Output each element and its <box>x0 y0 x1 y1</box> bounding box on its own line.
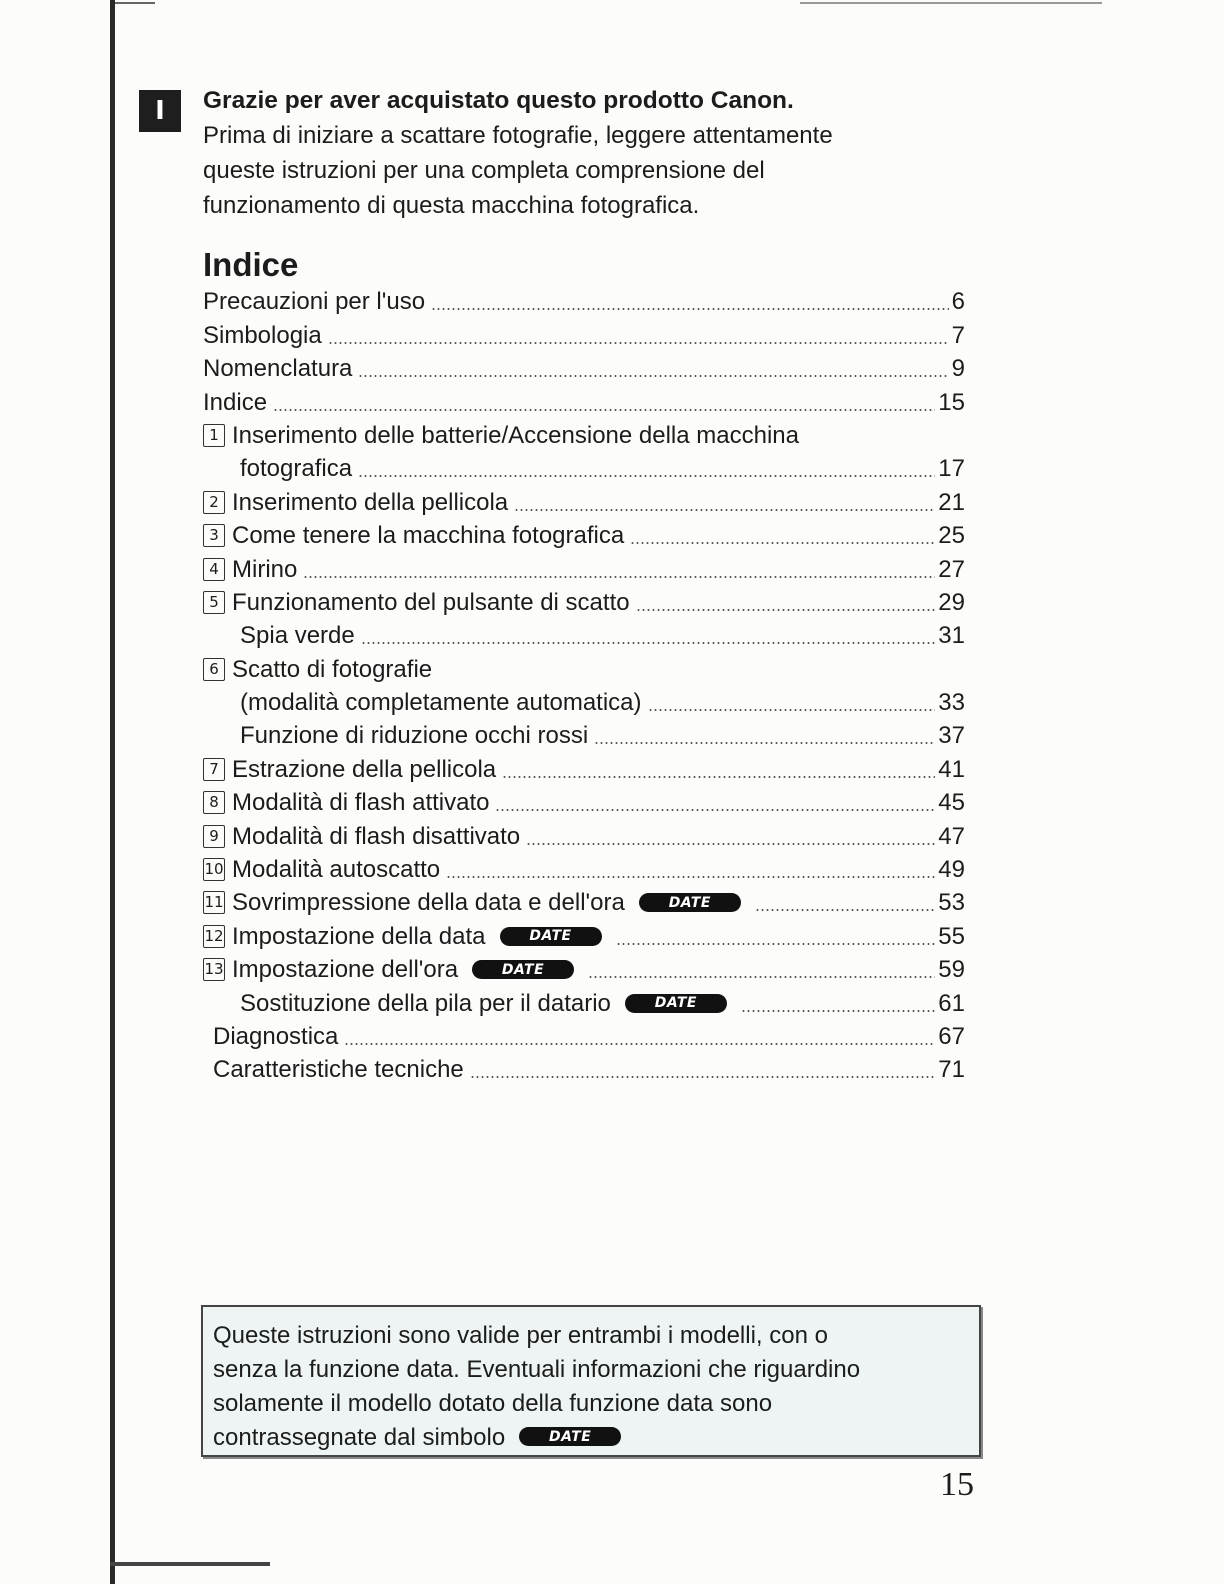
toc-entry-page: 29 <box>938 588 965 616</box>
toc-entry <box>203 317 965 350</box>
toc-entry <box>203 551 965 584</box>
date-symbol-badge: DATE <box>472 960 574 979</box>
note-line: Queste istruzioni sono valide per entrambi i modelli, con o <box>213 1322 828 1349</box>
toc-entry-page: 49 <box>938 856 965 884</box>
toc-entry <box>203 384 965 417</box>
toc-leader-dots <box>741 1010 935 1012</box>
chapter-number-icon: 2 <box>203 491 225 514</box>
toc-entry-page: 47 <box>938 822 965 850</box>
intro-body <box>203 118 993 223</box>
toc-leader-dots <box>648 709 936 711</box>
chapter-number-icon: 3 <box>203 524 225 547</box>
toc-entry <box>203 451 965 484</box>
toc-entry <box>203 484 965 517</box>
chapter-number-icon: 11 <box>203 891 225 914</box>
toc-leader-dots <box>358 475 935 477</box>
toc-leader-dots <box>344 1043 935 1045</box>
toc-entry-page: 61 <box>938 989 965 1017</box>
toc-entry-title: Modalità di flash disattivato <box>232 822 521 850</box>
toc-entry <box>203 818 965 851</box>
toc-entry-title: Caratteristiche tecniche <box>213 1056 464 1084</box>
note-line: senza la funzione data. Eventuali informazioni che riguardino <box>213 1356 861 1383</box>
toc-leader-dots <box>470 1076 936 1078</box>
chapter-number-icon: 6 <box>203 658 225 681</box>
toc-entry-title: Estrazione della pellicola <box>232 755 497 783</box>
intro-line: queste istruzioni per una completa comprensione del <box>203 157 765 184</box>
toc-leader-dots <box>514 509 935 511</box>
toc-leader-dots <box>594 742 935 744</box>
toc-entry-title: Modalità di flash attivato <box>232 789 490 817</box>
toc-entry-title: Indice <box>203 388 268 416</box>
toc-entry-page: 15 <box>938 388 965 416</box>
scan-edge-bottom <box>110 1562 270 1566</box>
toc-leader-dots <box>446 876 935 878</box>
toc-entry-title: Simbologia <box>203 321 322 349</box>
date-symbol-badge: DATE <box>625 994 727 1013</box>
scan-edge-top-right <box>800 2 1102 4</box>
toc-leader-dots <box>526 843 935 845</box>
toc-entry <box>203 852 965 885</box>
toc-entry-title: Funzione di riduzione occhi rossi <box>240 722 589 750</box>
toc-entry-title: Sostituzione della pila per il datario <box>240 989 611 1017</box>
page-number: 15 <box>940 1466 974 1503</box>
toc-entry-page: 21 <box>938 488 965 516</box>
scan-edge-left <box>110 0 115 1584</box>
toc-entry-title: Precauzioni per l'uso <box>203 288 426 316</box>
chapter-number-icon: 13 <box>203 958 225 981</box>
toc-entry <box>203 351 965 384</box>
toc-entry-page: 41 <box>938 755 965 783</box>
toc-entry-title: Scatto di fotografie <box>232 655 433 683</box>
toc-entry-page: 6 <box>951 288 965 316</box>
toc-leader-dots <box>361 642 936 644</box>
date-symbol-badge: DATE <box>519 1427 621 1446</box>
toc-entry-title: Impostazione dell'ora <box>232 956 459 984</box>
toc-entry-title: Inserimento della pellicola <box>232 488 509 516</box>
toc-leader-dots <box>431 308 949 310</box>
toc-entry-page: 45 <box>938 789 965 817</box>
toc-leader-dots <box>755 909 935 911</box>
toc-entry-page: 53 <box>938 889 965 917</box>
toc-leader-dots <box>616 943 936 945</box>
language-badge: I <box>139 90 181 132</box>
toc-entry-title: Mirino <box>232 555 298 583</box>
intro-line: Prima di iniziare a scattare fotografie, leggere attentamente <box>203 122 833 149</box>
note-line-last <box>213 1421 969 1455</box>
intro-section <box>203 84 993 223</box>
toc-entry-page: 7 <box>951 321 965 349</box>
toc-entry-title: Spia verde <box>240 622 355 650</box>
toc-leader-dots <box>358 375 948 377</box>
toc-entry <box>203 785 965 818</box>
chapter-number-icon: 9 <box>203 825 225 848</box>
toc-entry-page: 55 <box>938 922 965 950</box>
chapter-number-icon: 12 <box>203 925 225 948</box>
intro-line: funzionamento di questa macchina fotografica. <box>203 192 700 219</box>
toc-entry <box>203 585 965 618</box>
toc-entry <box>203 418 965 451</box>
toc-leader-dots <box>502 776 935 778</box>
date-symbol-badge: DATE <box>639 893 741 912</box>
toc-leader-dots <box>636 609 936 611</box>
toc-entry-page: 25 <box>938 522 965 550</box>
toc-entry <box>203 1019 965 1052</box>
toc-entry-title: Funzionamento del pulsante di scatto <box>232 588 630 616</box>
toc-entry <box>203 618 965 651</box>
toc-entry-page: 67 <box>938 1022 965 1050</box>
toc-entry <box>203 651 965 684</box>
toc-entry-title: Come tenere la macchina fotografica <box>232 522 625 550</box>
toc-entry-page: 37 <box>938 722 965 750</box>
toc-entry <box>203 885 965 918</box>
toc-leader-dots <box>328 342 949 344</box>
toc-entry-page: 31 <box>938 622 965 650</box>
toc-entry-page: 33 <box>938 689 965 717</box>
chapter-number-icon: 4 <box>203 558 225 581</box>
toc-entry-title: Sovrimpressione della data e dell'ora <box>232 889 625 917</box>
toc-leader-dots <box>273 409 935 411</box>
chapter-number-icon: 5 <box>203 591 225 614</box>
chapter-number-icon: 1 <box>203 424 225 447</box>
toc-entry-title: Diagnostica <box>213 1022 339 1050</box>
toc-entry-title: Nomenclatura <box>203 355 353 383</box>
note-line: solamente il modello dotato della funzione data sono <box>213 1390 773 1417</box>
toc-entry <box>203 952 965 985</box>
toc-entry-title: fotografica <box>240 455 353 483</box>
table-of-contents <box>203 284 965 1085</box>
note-line: contrassegnate dal simbolo <box>213 1424 506 1451</box>
intro-title: Grazie per aver acquistato questo prodotto Canon. <box>203 87 794 114</box>
date-symbol-badge: DATE <box>500 927 602 946</box>
toc-leader-dots <box>303 576 935 578</box>
toc-entry-page: 59 <box>938 956 965 984</box>
chapter-number-icon: 7 <box>203 758 225 781</box>
toc-entry-title: (modalità completamente automatica) <box>240 689 642 717</box>
toc-entry <box>203 1052 965 1085</box>
toc-entry <box>203 685 965 718</box>
toc-entry-page: 27 <box>938 555 965 583</box>
chapter-number-icon: 8 <box>203 791 225 814</box>
toc-entry <box>203 985 965 1018</box>
toc-entry <box>203 518 965 551</box>
toc-entry-page: 71 <box>938 1056 965 1084</box>
toc-entry-title: Modalità autoscatto <box>232 856 441 884</box>
toc-entry <box>203 918 965 951</box>
toc-entry-page: 9 <box>951 355 965 383</box>
info-note-box <box>201 1305 981 1457</box>
toc-entry-title: Inserimento delle batterie/Accensione della macchina <box>232 421 799 449</box>
toc-heading: Indice <box>203 246 299 283</box>
toc-entry-page: 17 <box>938 455 965 483</box>
toc-entry <box>203 718 965 751</box>
toc-leader-dots <box>495 809 935 811</box>
scan-edge-top <box>115 2 155 4</box>
toc-leader-dots <box>630 542 935 544</box>
toc-entry-title: Impostazione della data <box>232 922 486 950</box>
chapter-number-icon: 10 <box>203 858 225 881</box>
toc-leader-dots <box>588 976 935 978</box>
toc-entry <box>203 751 965 784</box>
toc-entry <box>203 284 965 317</box>
